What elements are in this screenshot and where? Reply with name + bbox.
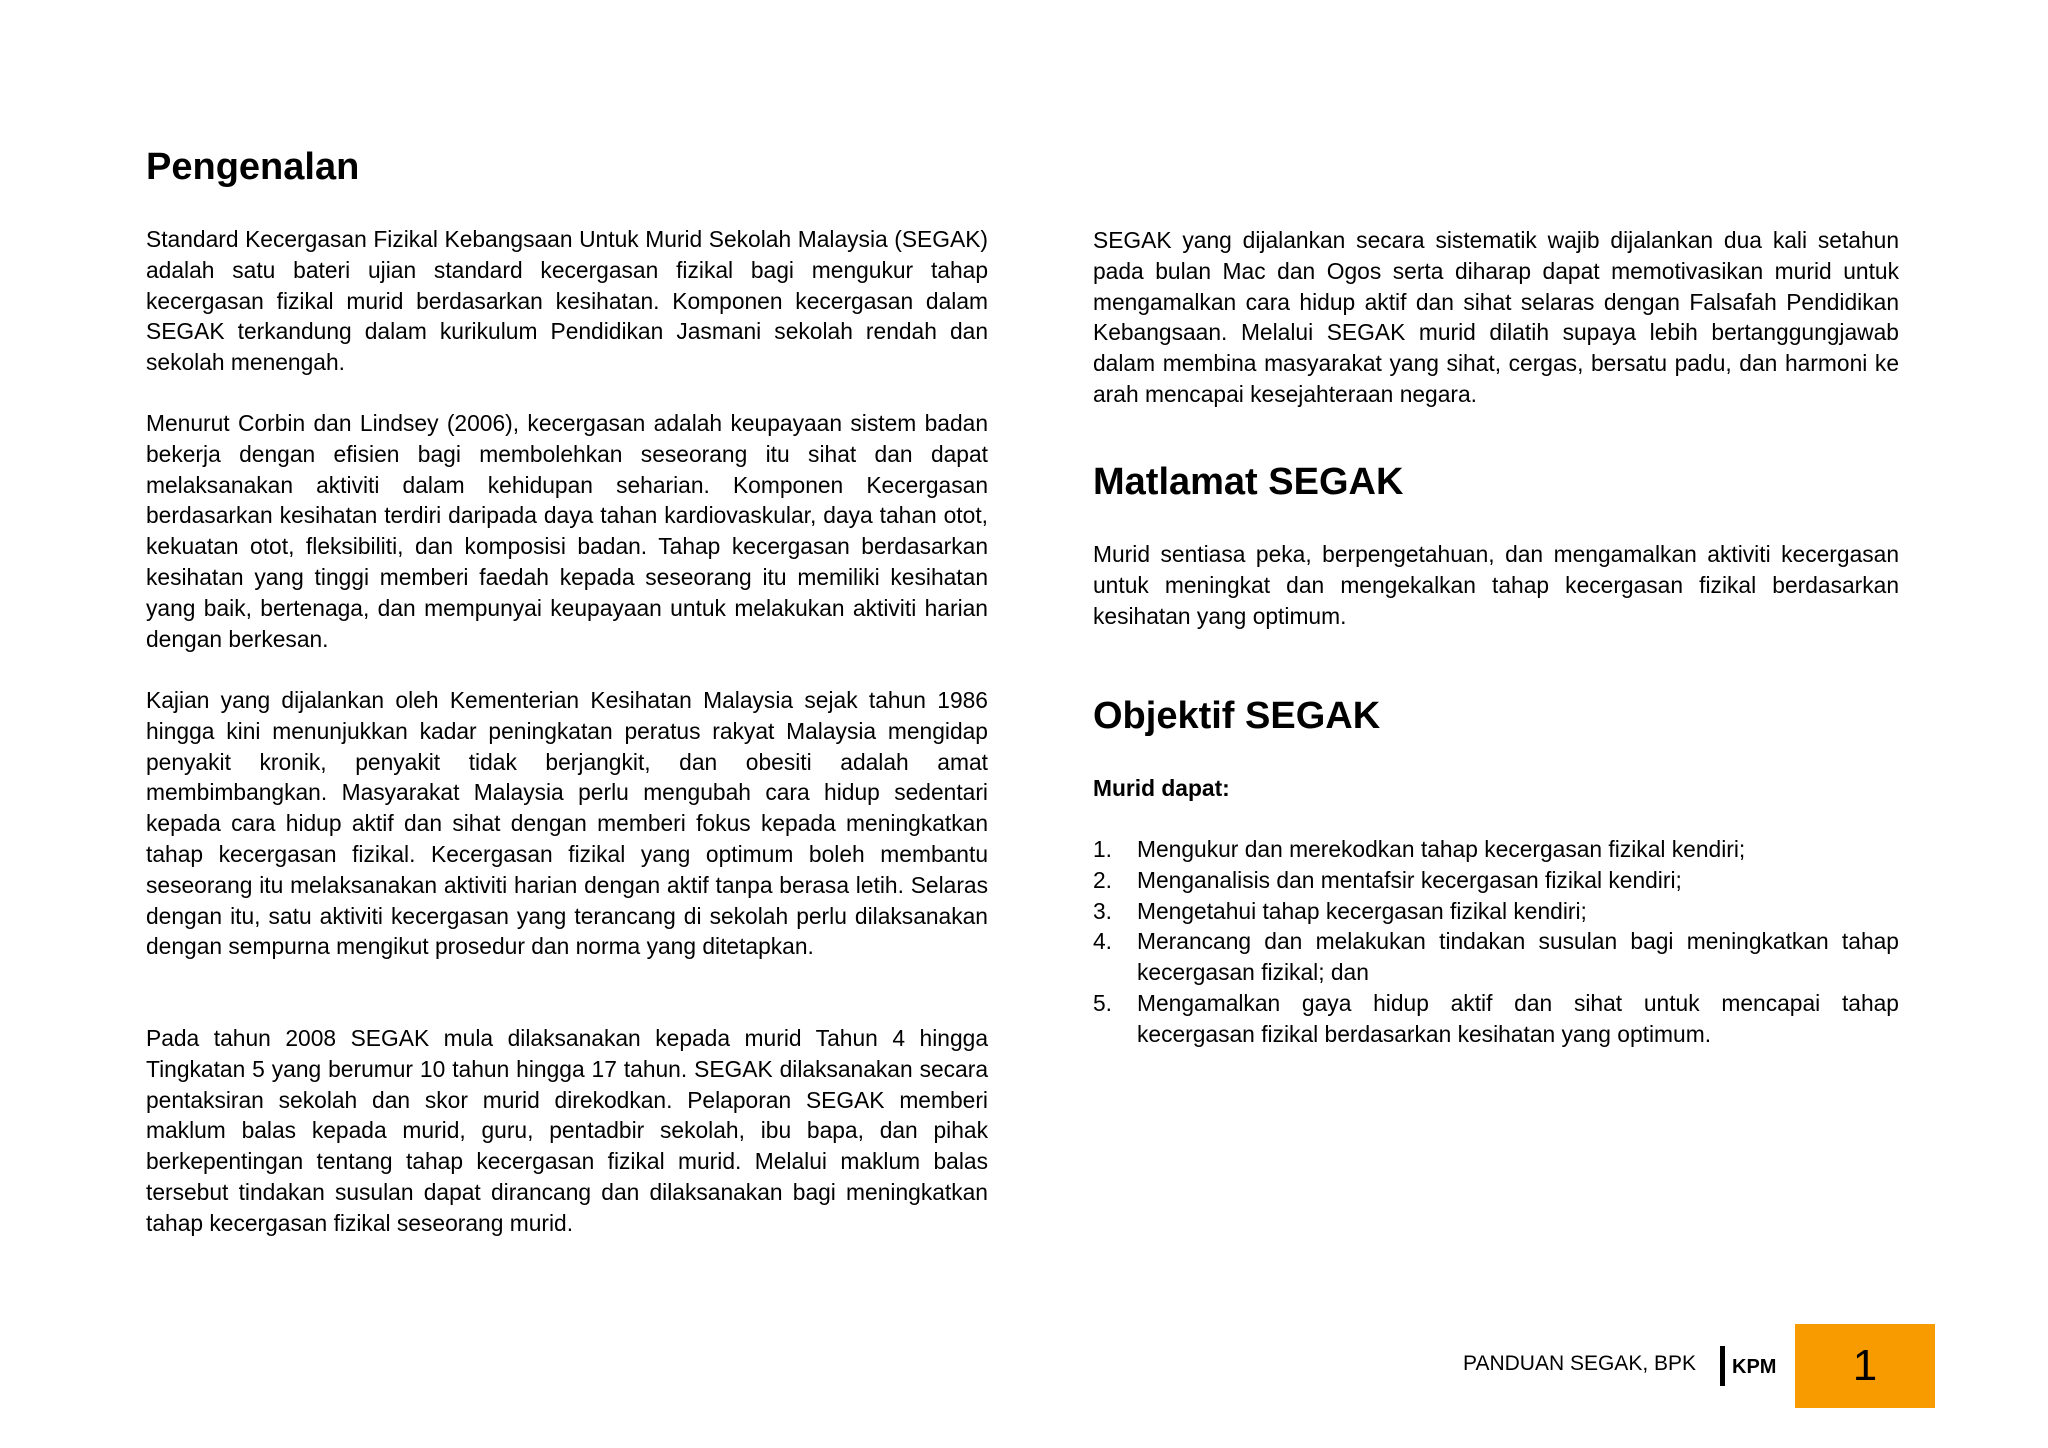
objektif-list: [1093, 834, 1899, 1050]
section-title-pengenalan: Pengenalan: [146, 146, 360, 188]
page-number: 1: [1852, 1341, 1878, 1390]
list-item-text: Merancang dan melakukan tindakan susulan bagi meningkatkan tahap kecergasan fizikal; dan: [1137, 928, 1899, 986]
section-title-objektif: Objektif SEGAK: [1093, 695, 1381, 737]
objektif-intro-label: Murid dapat:: [1093, 775, 1230, 801]
footer-divider: [1720, 1346, 1725, 1386]
list-item: [1093, 926, 1899, 988]
intro-paragraph-4: Pada tahun 2008 SEGAK mula dilaksanakan kepada murid Tahun 4 hingga Tingkatan 5 yang berumur 10 tahun hingga 17 tahun. SEGAK dilaksanakan secara pentaksiran sekolah dan skor murid direkodkan. Pelaporan SEGAK memberi maklum balas kepada murid, guru, pentadbir sekolah, ibu bapa, dan pihak berkepentingan tentang tahap kecergasan fizikal murid. Melalui maklum balas tersebut tindakan susulan dapat dirancang dan dilaksanakan bagi meningkatkan tahap kecergasan fizikal seseorang murid.: [146, 1025, 988, 1236]
list-item: [1093, 834, 1899, 865]
list-item-number: 3.: [1093, 897, 1113, 924]
list-item-text: Menganalisis dan mentafsir kecergasan fizikal kendiri;: [1137, 866, 1682, 893]
segak-schedule-paragraph: SEGAK yang dijalankan secara sistematik wajib dijalankan dua kali setahun pada bulan Mac dan Ogos serta diharap dapat memotivasikan murid untuk mengamalkan cara hidup aktif dan sihat selaras dengan Falsafah Pendidikan Kebangsaan. Melalui SEGAK murid dilatih supaya lebih bertanggungjawab dalam membina masyarakat yang sihat, cergas, bersatu padu, dan harmoni ke arah mencapai kesejahteraan negara.: [1093, 227, 1899, 407]
footer-document-label: PANDUAN SEGAK, BPK: [1463, 1352, 1697, 1375]
list-item: [1093, 988, 1899, 1050]
section-title-matlamat: Matlamat SEGAK: [1093, 461, 1404, 503]
list-item-number: 2.: [1093, 866, 1113, 893]
list-item: [1093, 896, 1899, 927]
list-item-number: 1.: [1093, 836, 1113, 862]
page-number-box: [1795, 1324, 1935, 1408]
intro-paragraph-3: Kajian yang dijalankan oleh Kementerian Kesihatan Malaysia sejak tahun 1986 hingga kini menunjukkan kadar peningkatan peratus rakyat Malaysia mengidap penyakit kronik, penyakit tidak berjangkit, dan obesiti adalah amat membimbangkan. Masyarakat Malaysia perlu mengubah cara hidup sedentari kepada cara hidup aktif dan sihat dengan memberi fokus kepada meningkatkan tahap kecergasan fizikal. Kecergasan fizikal yang optimum boleh membantu seseorang itu melaksanakan aktiviti harian dengan aktif tanpa berasa letih. Selaras dengan itu, satu aktiviti kecergasan yang terancang di sekolah perlu dilaksanakan dengan sempurna mengikut prosedur dan norma yang ditetapkan.: [146, 687, 988, 960]
list-item-text: Mengukur dan merekodkan tahap kecergasan fizikal kendiri;: [1137, 836, 1746, 862]
list-item-text: Mengamalkan gaya hidup aktif dan sihat untuk mencapai tahap kecergasan fizikal berdasarkan kesihatan yang optimum.: [1137, 989, 1899, 1047]
matlamat-paragraph: Murid sentiasa peka, berpengetahuan, dan mengamalkan aktiviti kecergasan untuk meningkat dan mengekalkan tahap kecergasan fizikal berdasarkan kesihatan yang optimum.: [1093, 541, 1899, 629]
list-item-text: Mengetahui tahap kecergasan fizikal kendiri;: [1137, 897, 1587, 924]
footer-org-label: KPM: [1732, 1356, 1777, 1378]
list-item-number: 4.: [1093, 928, 1113, 955]
intro-paragraph-1: Standard Kecergasan Fizikal Kebangsaan Untuk Murid Sekolah Malaysia (SEGAK) adalah satu bateri ujian standard kecergasan fizikal bagi mengukur tahap kecergasan fizikal murid berdasarkan kesihatan. Komponen kecergasan dalam SEGAK terkandung dalam kurikulum Pendidikan Jasmani sekolah rendah dan sekolah menengah.: [146, 226, 988, 376]
list-item: [1093, 865, 1899, 896]
list-item-number: 5.: [1093, 989, 1113, 1016]
intro-paragraph-2: Menurut Corbin dan Lindsey (2006), kecergasan adalah keupayaan sistem badan bekerja dengan efisien bagi membolehkan seseorang itu sihat dan dapat melaksanakan aktiviti dalam kehidupan seharian. Komponen Kecergasan berdasarkan kesihatan terdiri daripada daya tahan kardiovaskular, daya tahan otot, kekuatan otot, fleksibiliti, dan komposisi badan. Tahap kecergasan berdasarkan kesihatan yang tinggi memberi faedah kepada seseorang itu memiliki kesihatan yang baik, bertenaga, dan mempunyai keupayaan untuk melakukan aktiviti harian dengan berkesan.: [146, 410, 988, 652]
